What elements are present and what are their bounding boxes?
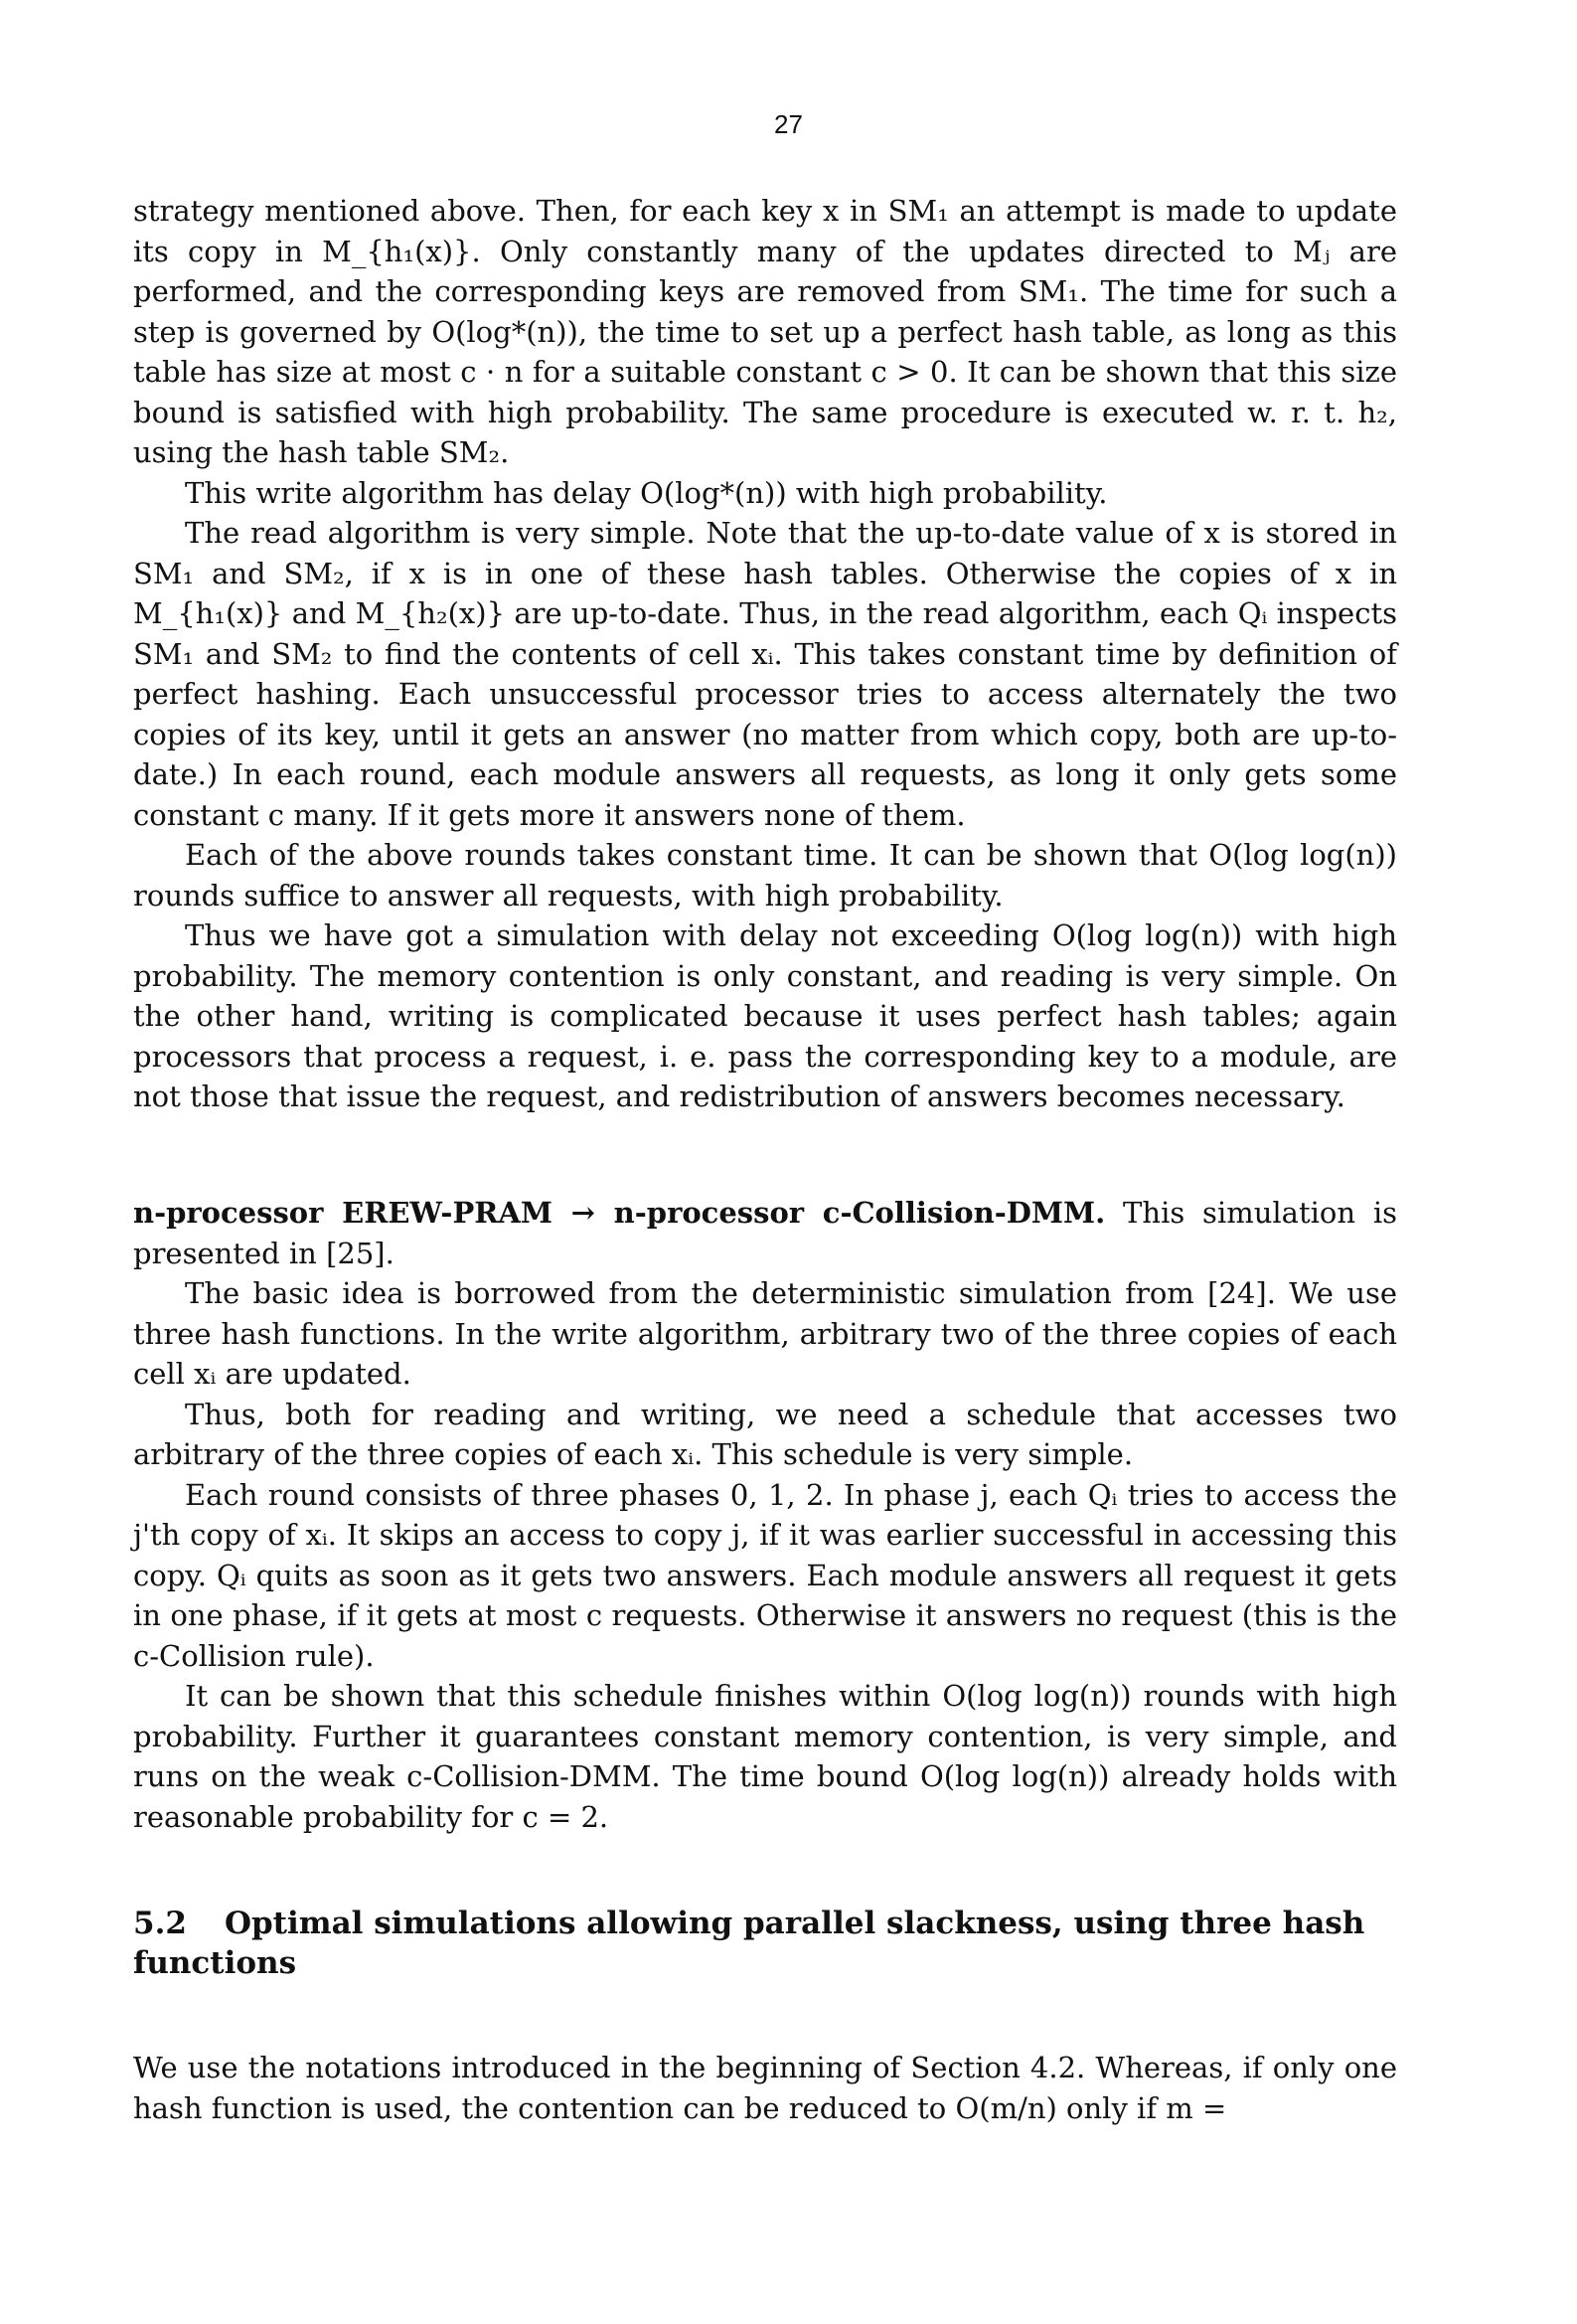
- paragraph: This write algorithm has delay O(log*(n)) with high probability.: [185, 475, 1108, 510]
- paragraph: Thus we have got a simulation with delay not exceeding O(log log(n)) with high probability. The memory contention is only constant, and reading is very simple. On the other hand, writing is complicated because it uses perfect hash tables; again processors that process a request, i. e. pass the corresponding key to a module, are not those that issue the request, and redistribution of answers becomes necessary.: [133, 918, 1397, 1113]
- paragraph: It can be shown that this schedule finishes within O(log log(n)) rounds with high probability. Further it guarantees constant memory contention, is very simple, and runs on the weak c-Collision-DMM. The time bound O(log log(n)) already holds with reasonable probability for c = 2.: [133, 1679, 1397, 1834]
- run-in-paragraph: [133, 1193, 1397, 1273]
- page-number: 27: [774, 109, 803, 139]
- paragraph: Thus, both for reading and writing, we need a schedule that accesses two arbitrary of the three copies of each xᵢ. This schedule is very simple.: [133, 1397, 1397, 1471]
- body-text-section-3: [133, 2048, 1397, 2128]
- body-text-section-1: [133, 191, 1397, 1117]
- section-heading: [133, 1904, 1397, 1983]
- paragraph: We use the notations introduced in the beginning of Section 4.2. Whereas, if only one hash function is used, the contention can be reduced to O(m/n) only if m =: [133, 2051, 1397, 2125]
- section-title: Optimal simulations allowing parallel slackness, using three hash functions: [133, 1906, 1365, 1981]
- body-text-section-2: [133, 1193, 1397, 1837]
- section-number: 5.2: [133, 1906, 187, 1941]
- paragraph: The read algorithm is very simple. Note that the up-to-date value of x is stored in SM₁ and SM₂, if x is in one of these hash tables. Otherwise the copies of x in M_{h₁(x)} and M_{h₂(x)} are up-to-date. Thus, in the read algorithm, each Qᵢ inspects SM₁ and SM₂ to find the contents of cell xᵢ. This takes constant time by definition of perfect hashing. Each unsuccessful processor tries to access alternately the two copies of its key, until it gets an answer (no matter from which copy, both are up-to-date.) In each round, each module answers all requests, as long it only gets some constant c many. If it gets more it answers none of them.: [133, 516, 1397, 832]
- paragraph: strategy mentioned above. Then, for each key x in SM₁ an attempt is made to update its copy in M_{h₁(x)}. Only constantly many of the updates directed to Mⱼ are performed, and the corresponding keys are removed from SM₁. The time for such a step is governed by O(log*(n)), the time to set up a perfect hash table, as long as this table has size at most c · n for a suitable constant c > 0. It can be shown that this size bound is satisfied with high probability. The same procedure is executed w. r. t. h₂, using the hash table SM₂.: [133, 194, 1397, 469]
- paragraph: The basic idea is borrowed from the deterministic simulation from [24]. We use three hash functions. In the write algorithm, arbitrary two of the three copies of each cell xᵢ are updated.: [133, 1276, 1397, 1391]
- run-in-heading: n-processor EREW-PRAM → n-processor c-Collision-DMM.: [133, 1196, 1106, 1230]
- paragraph: Each round consists of three phases 0, 1, 2. In phase j, each Qᵢ tries to access the j'th copy of xᵢ. It skips an access to copy j, if it was earlier successful in accessing this copy. Qᵢ quits as soon as it gets two answers. Each module answers all request it gets in one phase, if it gets at most c requests. Otherwise it answers no request (this is the c-Collision rule).: [133, 1477, 1397, 1673]
- run-in-text: This simulation is presented in [25].: [133, 1196, 1398, 1270]
- paragraph: Each of the above rounds takes constant time. It can be shown that O(log log(n)) rounds suffice to answer all requests, with high probability.: [133, 838, 1397, 913]
